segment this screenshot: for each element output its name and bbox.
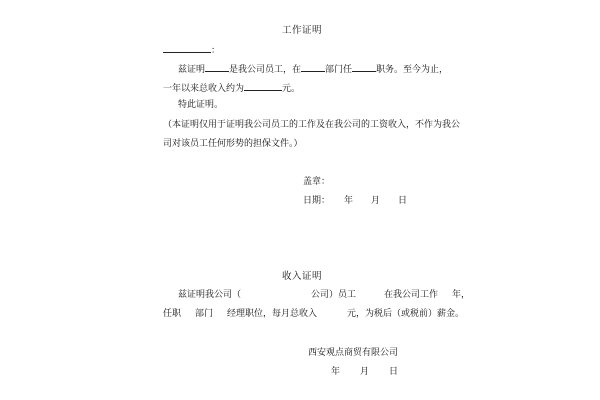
doc1-body-line-1: [178, 63, 448, 76]
line2-d: 元，为税后（或税前）薪金。: [347, 309, 465, 319]
line1-c: 在我公司工作: [384, 290, 439, 300]
doc1-special: 特此证明。: [178, 100, 224, 110]
doc2-date-year: 年: [331, 367, 341, 377]
doc2-line-2: [163, 309, 464, 320]
line2-c: 经理职位，每月总收入: [227, 309, 318, 319]
date-month: 月: [371, 196, 381, 206]
doc1-note-line-1: （本证明仅用于证明我公司员工的工作及在我公司的工资收入，不作为我公: [163, 120, 461, 130]
doc1-body-line-2: [163, 82, 300, 95]
line2-b: 部门: [195, 309, 214, 319]
doc2-date-month: 月: [360, 367, 370, 377]
doc1-title: 工作证明: [282, 25, 323, 36]
name-blank: [205, 63, 229, 72]
line1-b: 公司）员工: [311, 290, 357, 300]
body1-c: 部门任: [325, 65, 353, 75]
addressee-colon: ：: [211, 46, 221, 56]
line2-a: 任职: [163, 309, 182, 319]
date-year: 年: [344, 196, 354, 206]
body1-d: 职务。至今为止，: [376, 65, 449, 75]
doc1-note-line-2: 司对该员工任何形势的担保文件。）: [163, 139, 303, 149]
doc2-date-day: 日: [389, 367, 399, 377]
date-label: 日期：: [303, 196, 331, 206]
doc2-company: 西安观点商贸有限公司: [308, 348, 399, 358]
body2-b: 元。: [282, 84, 301, 94]
doc1-addressee-line: [163, 44, 220, 57]
body1-b: 是我公司员工，在: [229, 65, 302, 75]
income-blank: [244, 82, 282, 91]
department-blank: [301, 63, 325, 72]
doc2-line-1: [178, 290, 470, 301]
line1-d: 年，: [452, 290, 471, 300]
doc2-title: 收入证明: [282, 271, 323, 282]
line1-a: 兹证明我公司（: [178, 290, 242, 300]
position-blank: [352, 63, 376, 72]
date-day: 日: [398, 196, 408, 206]
body2-a: 一年以来总收入约为: [163, 84, 245, 94]
addressee-blank: [163, 44, 211, 53]
doc1-date-line: [303, 196, 407, 207]
doc2-date-line: [331, 367, 398, 378]
body1-a: 兹证明: [178, 65, 206, 75]
doc1-seal-label: 盖章：: [303, 177, 331, 187]
